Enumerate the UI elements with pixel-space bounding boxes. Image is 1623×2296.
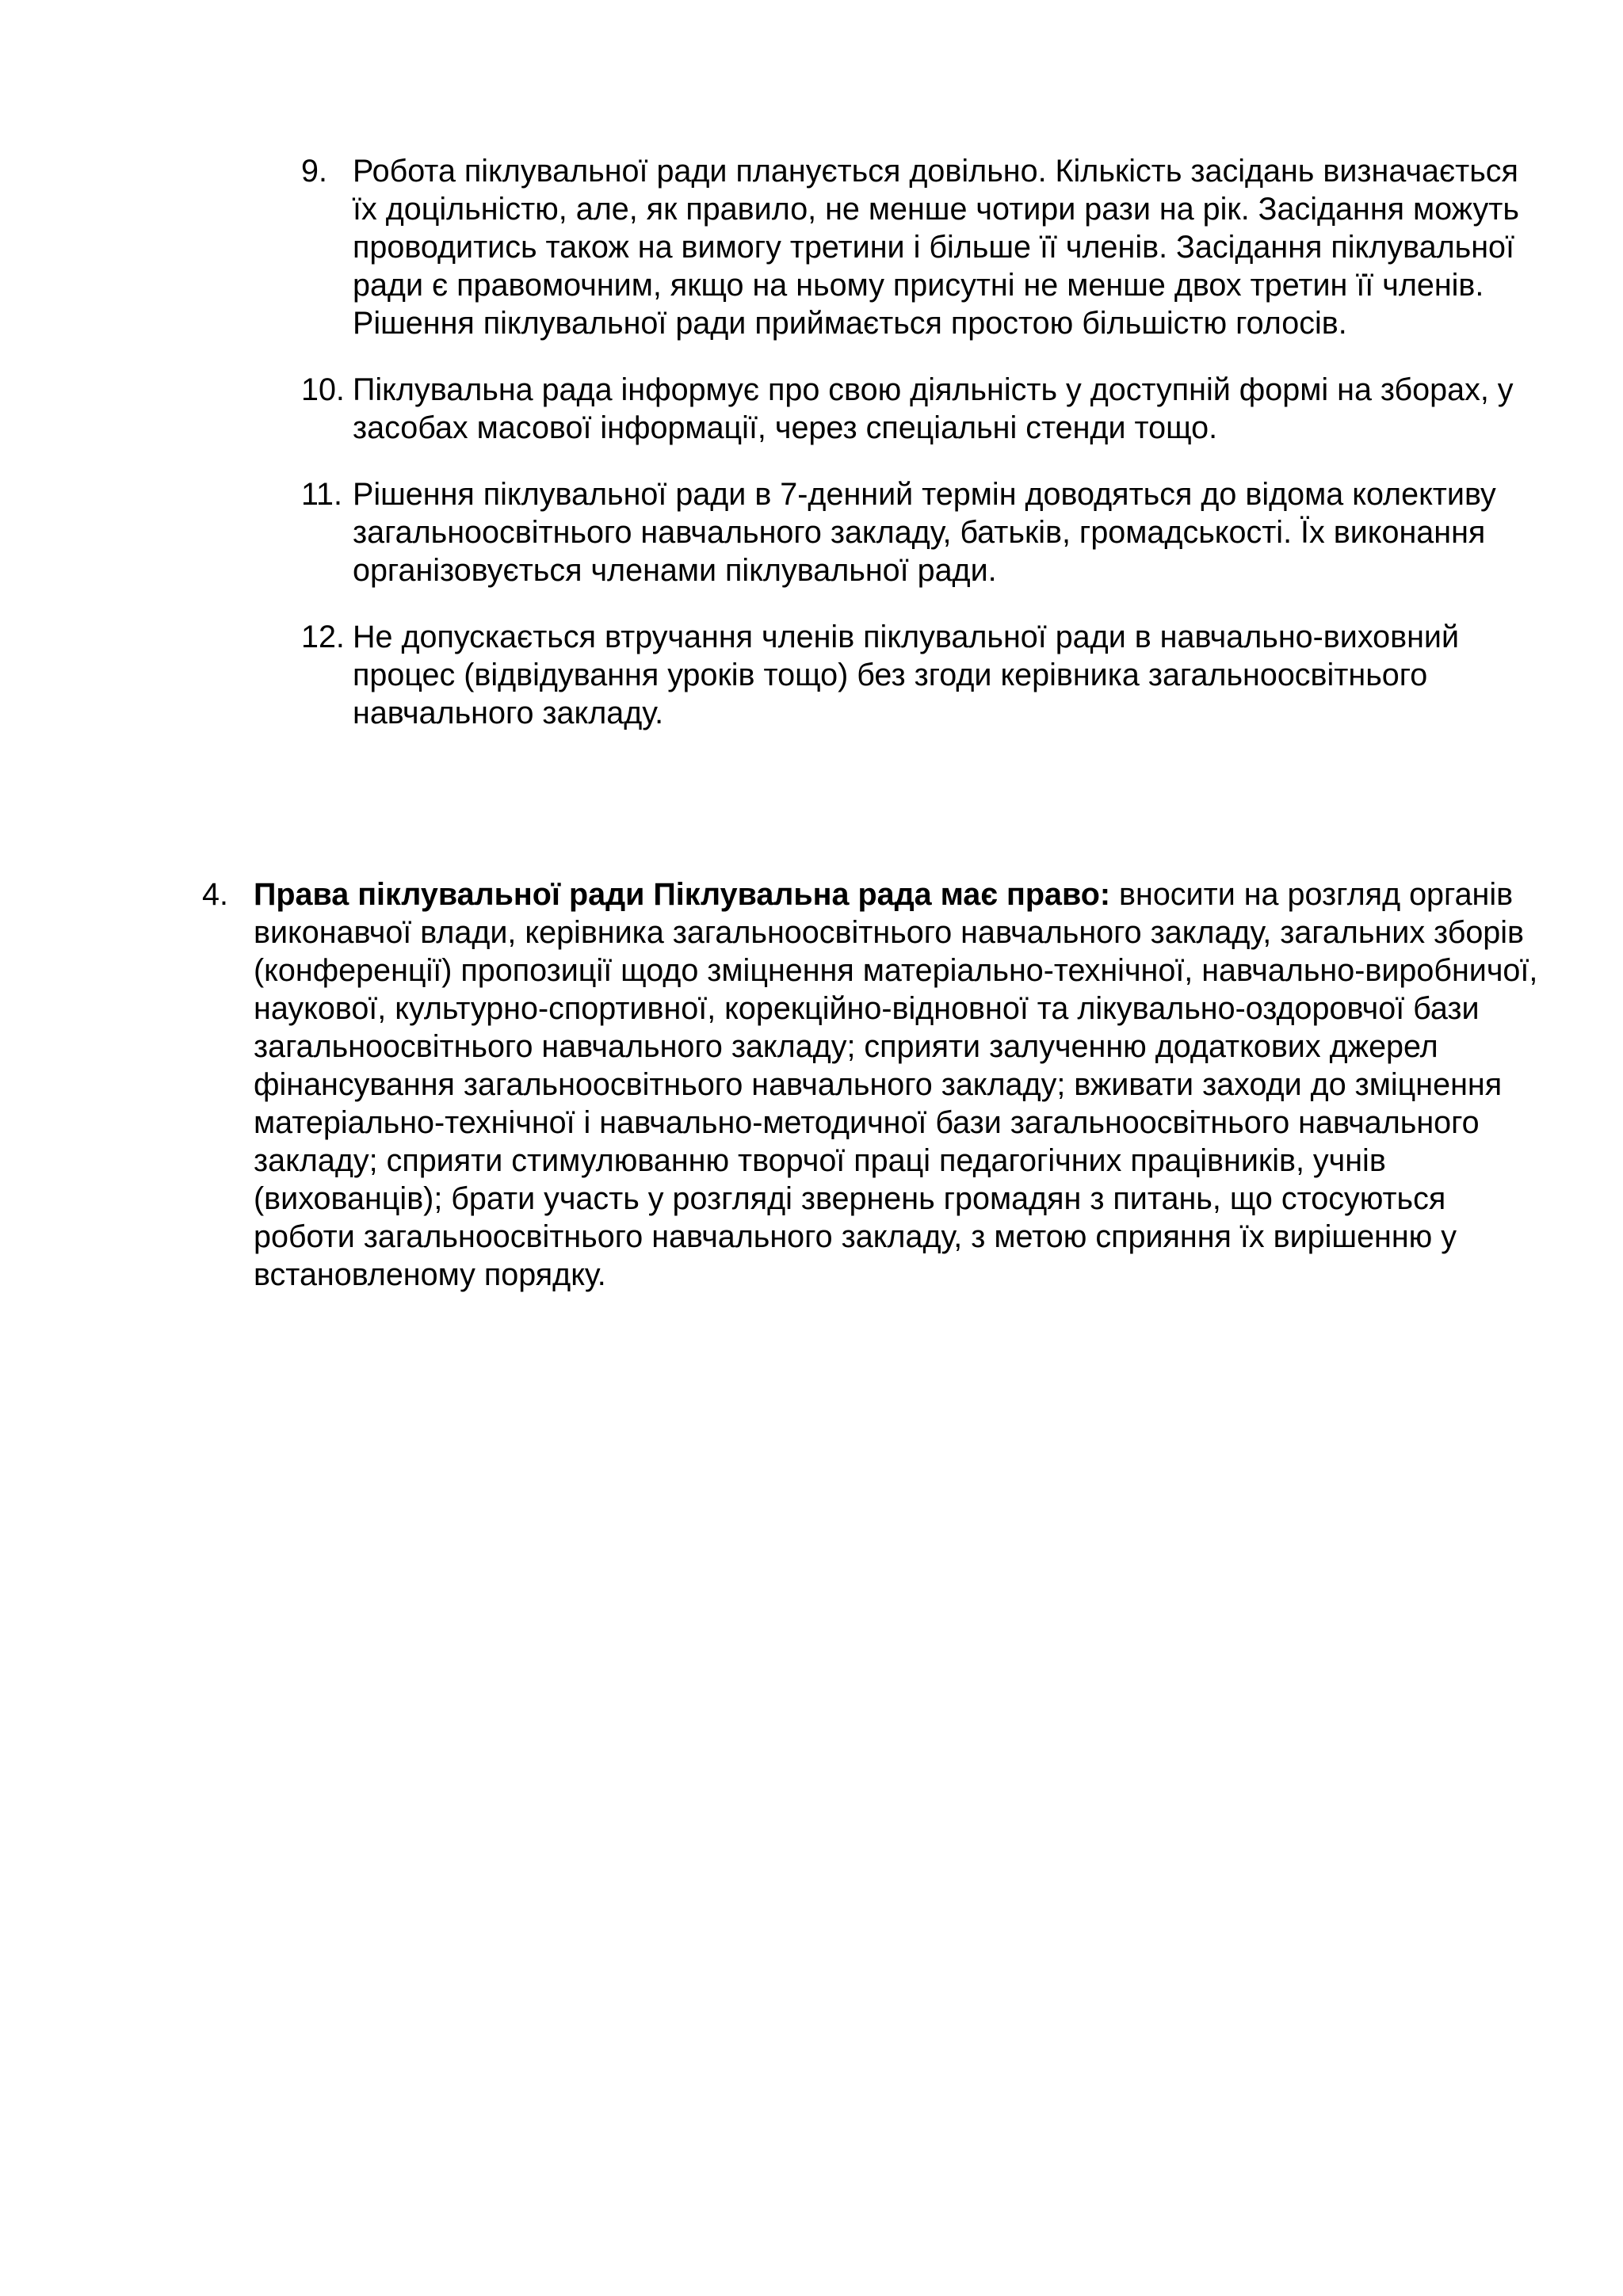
numbered-list bbox=[301, 152, 1537, 761]
list-item-number: 11. bbox=[301, 477, 342, 512]
list-item-9 bbox=[301, 152, 1537, 342]
section-body-text: вносити на розгляд органів виконавчої влади, керівника загальноосвітнього навчального закладу, загальних зборів (конференції) пропозиції щодо зміцнення матеріально-технічної, навчально-виробничої, наукової, культурно-спортивної, корекційно-відновної та лікувально-оздоровчої бази загальноосвітнього навчального закладу; сприяти залученню додаткових джерел фінансування загальноосвітнього навчального закладу; вживати заходи до зміцнення матеріально-технічної і навчально-методичної бази загальноосвітнього навчального закладу; сприяти стимулюванню творчої праці педагогічних працівників, учнів (вихованців); брати участь у розгляді звернень громадян з питань, що стосуються роботи загальноосвітнього навчального закладу, з метою сприяння їх вирішенню у встановленому порядку. bbox=[254, 877, 1538, 1292]
list-item-number: 10. bbox=[301, 372, 345, 407]
list-item-11 bbox=[301, 475, 1537, 589]
list-item-text: Робота піклувальної ради планується довільно. Кількість засідань визначається їх доцільністю, але, як правило, не менше чотири рази на рік. Засідання можуть проводитись також на вимогу третини і більше її членів. Засідання піклувальної ради є правомочним, якщо на ньому присутні не менше двох третин її членів. Рішення піклувальної ради приймається простою більшістю голосів. bbox=[353, 154, 1519, 341]
list-item-10 bbox=[301, 371, 1537, 447]
section-4 bbox=[202, 875, 1549, 1294]
section-paragraph bbox=[254, 875, 1549, 1294]
list-item-text: Рішення піклувальної ради в 7-денний термін доводяться до відома колективу загальноосвітнього навчального закладу, батьків, громадськості. Їх виконання організовується членами піклувальної ради. bbox=[353, 477, 1496, 588]
list-item-text: Піклувальна рада інформує про свою діяльність у доступній формі на зборах, у засобах масової інформації, через спеціальні стенди тощо. bbox=[353, 372, 1514, 445]
section-number: 4. bbox=[202, 877, 228, 912]
list-item-text: Не допускається втручання членів піклувальної ради в навчально-виховний процес (відвідування уроків тощо) без згоди керівника загальноосвітнього навчального закладу. bbox=[353, 620, 1460, 730]
list-item-number: 12. bbox=[301, 620, 345, 654]
list-item-number: 9. bbox=[301, 154, 327, 189]
section-heading: Права піклувальної ради Піклувальна рада має право: bbox=[254, 877, 1111, 912]
list-item-12 bbox=[301, 618, 1537, 732]
